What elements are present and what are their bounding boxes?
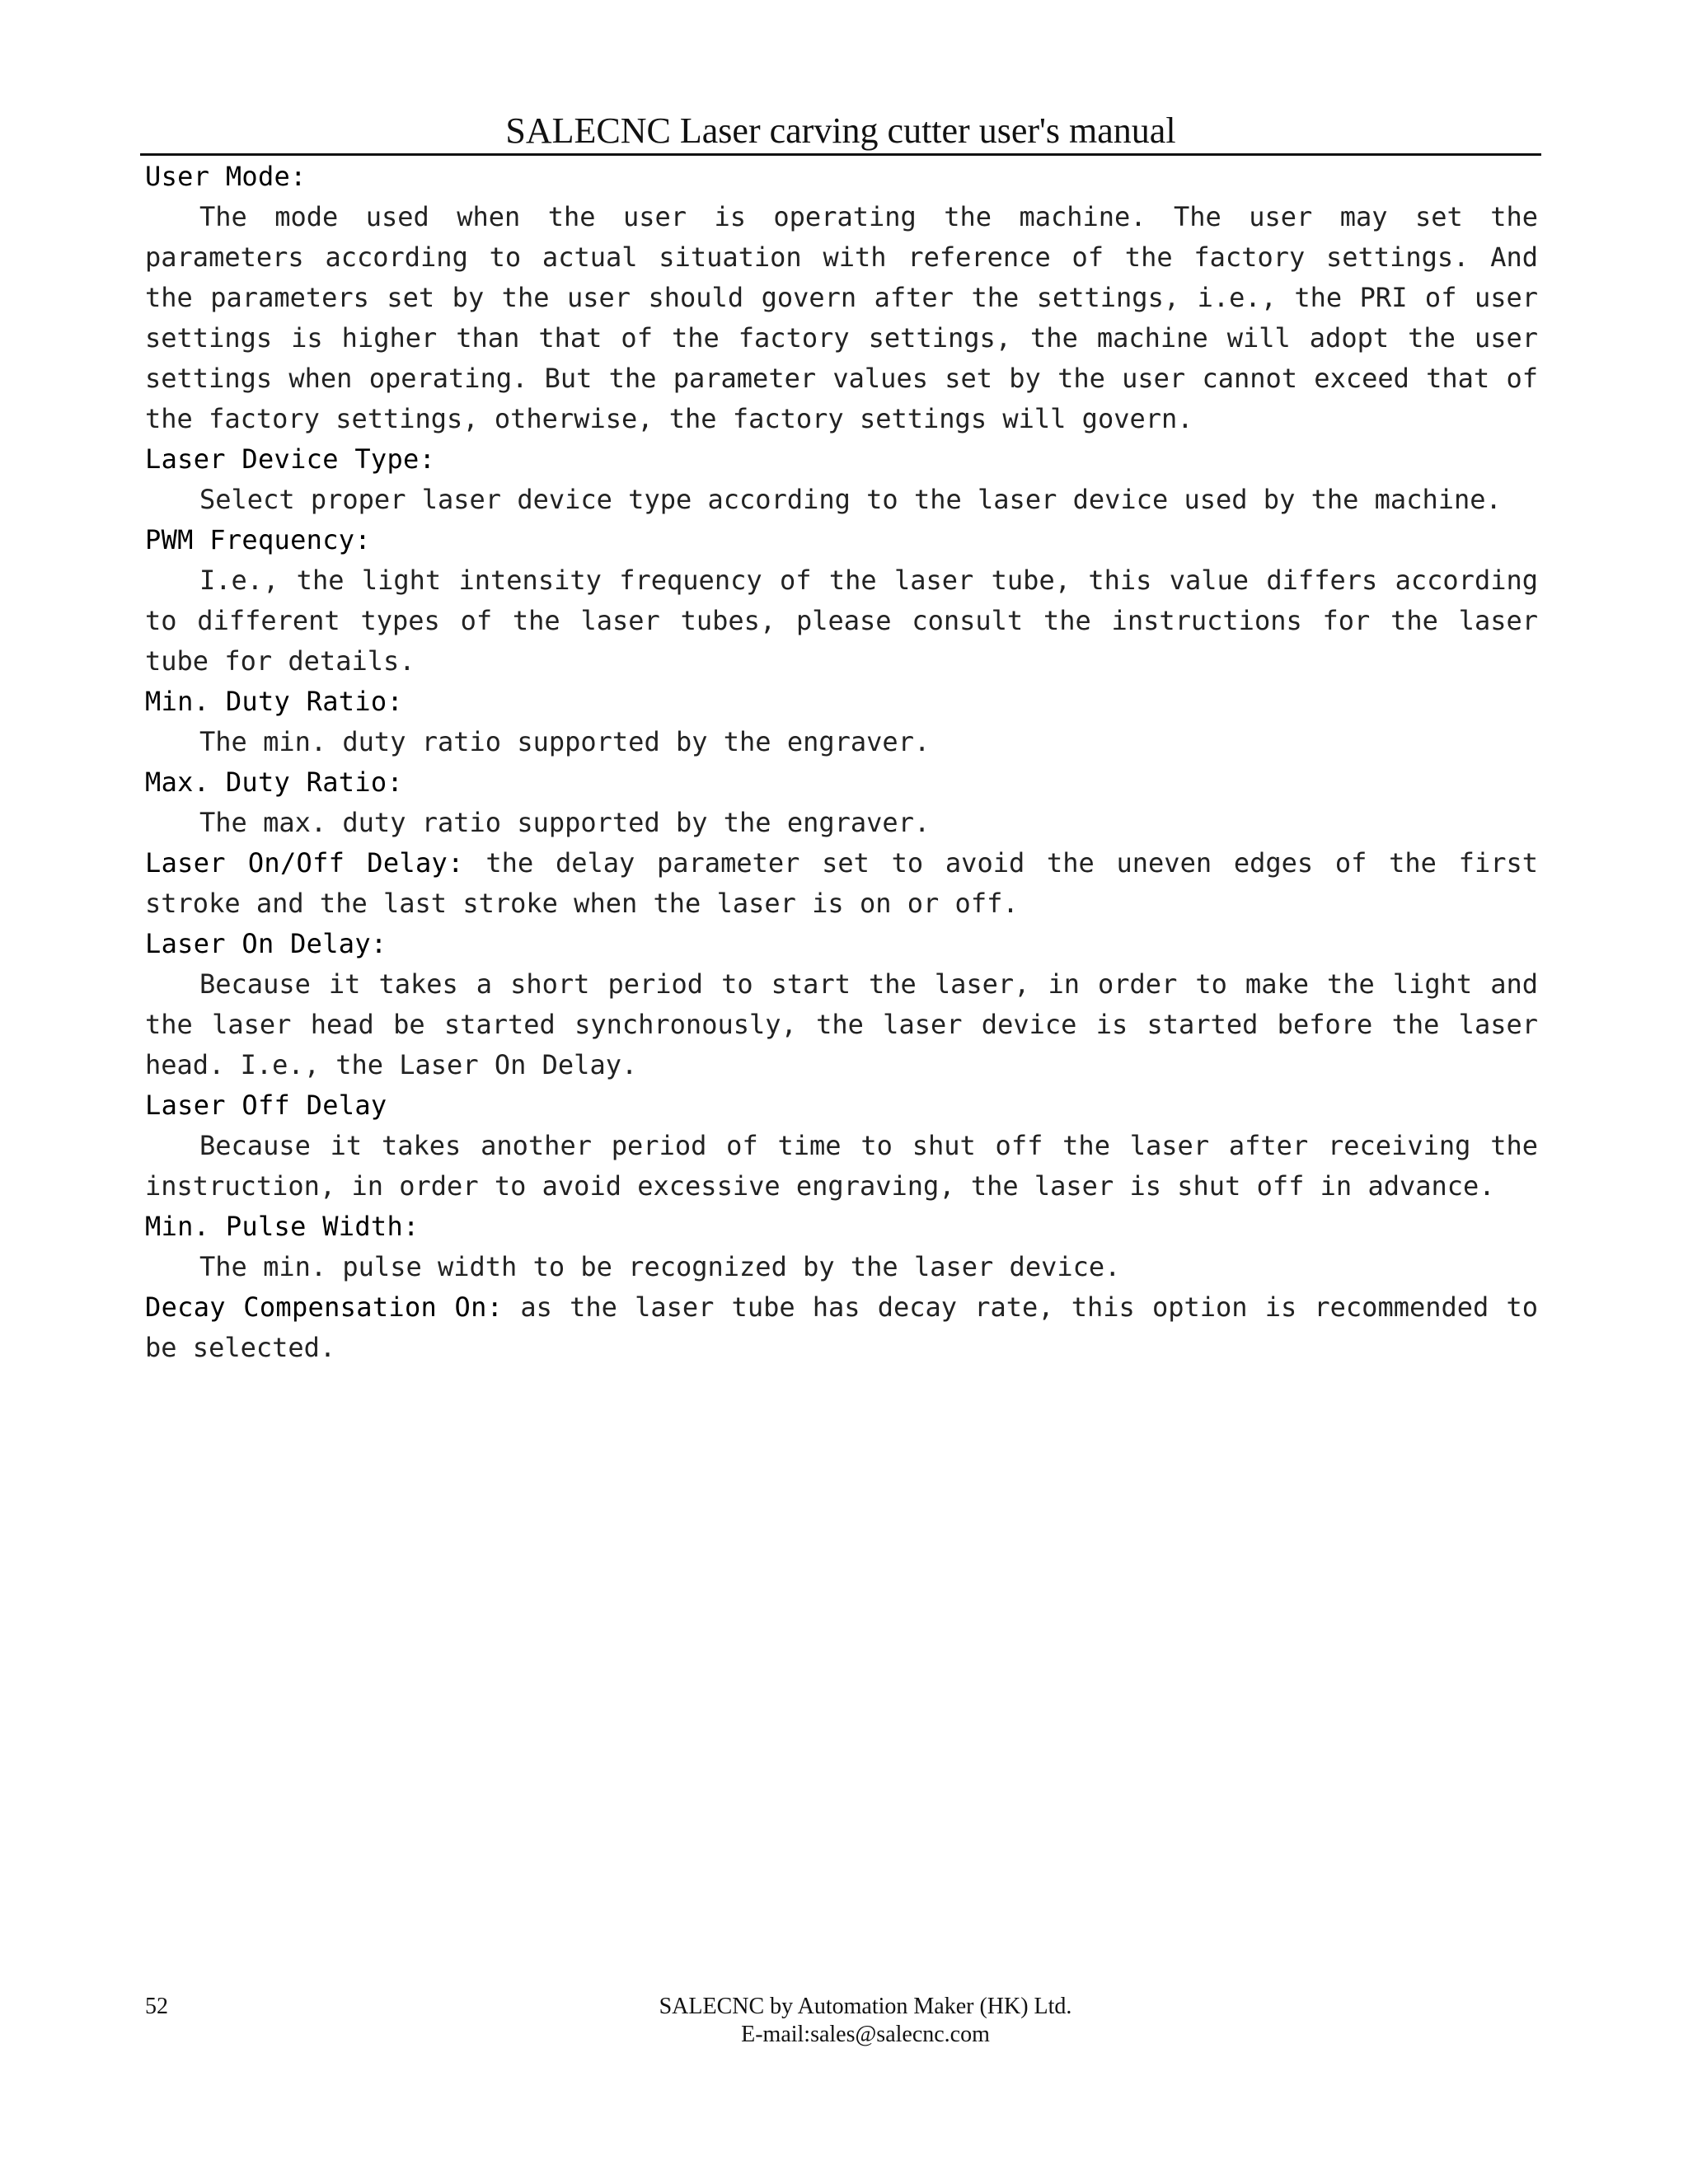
section-inline-paragraph	[145, 1287, 1538, 1368]
section-laser-on-delay	[145, 924, 1538, 1085]
section-heading: Laser Device Type:	[145, 443, 436, 475]
page-number: 52	[145, 1994, 168, 2019]
footer-company: SALECNC by Automation Maker (HK) Ltd.	[659, 1994, 1072, 2019]
page-header-title: SALECNC Laser carving cutter user's manual	[505, 110, 1176, 151]
section-laser-device-type	[145, 439, 1538, 520]
section-decay-compensation-on	[145, 1287, 1538, 1368]
section-text: Select proper laser device type according to the laser device used by the machine.	[199, 484, 1502, 515]
section-min-pulse-width	[145, 1207, 1538, 1287]
section-text: The mode used when the user is operating the machine. The user may set the parameters according to actual situation with reference of the factory settings. And the parameters set by the user should govern after the settings, i.e., the PRI of user settings is higher than that of the factory settings, the machine will adopt the user settings when operating. But the parameter values set by the user cannot exceed that of the factory settings, otherwise, the factory settings will govern.	[145, 201, 1538, 434]
section-heading: Laser On/Off Delay:	[145, 847, 464, 879]
section-text: The min. duty ratio supported by the engraver.	[199, 726, 931, 757]
section-heading: Decay Compensation On:	[145, 1291, 504, 1323]
section-heading: User Mode:	[145, 161, 307, 192]
section-min-duty-ratio	[145, 682, 1538, 762]
manual-content	[145, 157, 1538, 1368]
section-text: the delay parameter set to avoid the uneven edges of the first stroke and the last stroke when the laser is on or off.	[145, 847, 1539, 919]
footer-email: E-mail:sales@salecnc.com	[741, 2022, 990, 2047]
section-heading: PWM Frequency:	[145, 524, 371, 555]
section-heading: Max. Duty Ratio:	[145, 766, 404, 798]
section-heading: Laser On Delay:	[145, 928, 387, 959]
section-max-duty-ratio	[145, 762, 1538, 843]
section-inline-paragraph	[145, 843, 1538, 924]
section-text: Because it takes another period of time to shut off the laser after receiving the instruction, in order to avoid excessive engraving, the laser is shut off in advance.	[145, 1130, 1538, 1202]
section-heading: Min. Pulse Width:	[145, 1211, 420, 1242]
section-laser-off-delay	[145, 1085, 1538, 1207]
section-text: Because it takes a short period to start the laser, in order to make the light and the laser head be started synchronously, the laser device is started before the laser head. I.e., the Laser On Delay.	[145, 968, 1538, 1080]
header-divider	[140, 153, 1541, 156]
section-text: as the laser tube has decay rate, this option is recommended to be selected.	[145, 1291, 1539, 1363]
section-pwm-frequency	[145, 520, 1538, 682]
section-heading: Laser Off Delay	[145, 1090, 387, 1121]
section-user-mode	[145, 157, 1538, 439]
section-laser-on-off-delay	[145, 843, 1538, 924]
section-heading: Min. Duty Ratio:	[145, 686, 404, 717]
section-text: The max. duty ratio supported by the engraver.	[199, 807, 931, 838]
section-text: I.e., the light intensity frequency of the laser tube, this value differs according to different types of the laser tubes, please consult the instructions for the laser tube for details.	[145, 565, 1538, 677]
section-text: The min. pulse width to be recognized by the laser device.	[199, 1251, 1121, 1282]
